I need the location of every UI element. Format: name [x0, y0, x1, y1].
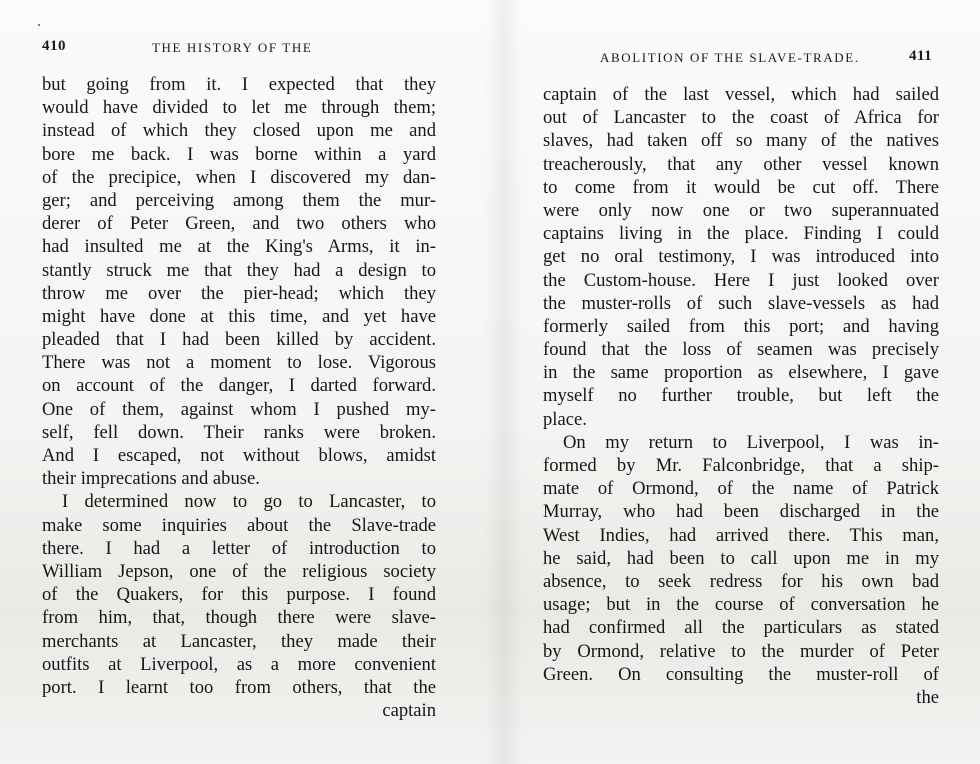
text-line: he said, had been to call upon me in my: [543, 547, 939, 569]
catchword: captain: [382, 700, 436, 722]
text-line: Murray, who had been discharged in the: [543, 501, 939, 523]
text-line: the Custom-house. Here I just looked over: [543, 269, 939, 291]
text-line: out of Lancaster to the coast of Africa for: [543, 107, 939, 129]
right-page-text: [543, 83, 939, 709]
text-line: pleaded that I had been killed by accident.: [42, 329, 436, 351]
text-line: formerly sailed from this port; and having: [543, 315, 939, 337]
paragraph-start-line: I determined now to go to Lancaster, to: [62, 491, 436, 513]
paragraph-start-line: On my return to Liverpool, I was in-: [563, 431, 939, 453]
text-line: make some inquiries about the Slave-trade: [42, 514, 436, 536]
text-line: would have divided to let me through them;: [42, 97, 436, 119]
text-line: bore me back. I was borne within a yard: [42, 143, 436, 165]
left-page-number: 410: [42, 38, 66, 54]
text-line: William Jepson, one of the religious society: [42, 560, 436, 582]
text-line: the muster-rolls of such slave-vessels as had: [543, 292, 939, 314]
text-line: in the same proportion as elsewhere, I gave: [543, 362, 939, 384]
text-line: port. I learnt too from others, that the: [42, 676, 436, 698]
text-line: found that the loss of seamen was precisely: [543, 339, 939, 361]
text-line: usage; but in the course of conversation he: [543, 594, 939, 616]
text-line: of the precipice, when I discovered my dan-: [42, 166, 436, 188]
left-page-text: [42, 73, 436, 722]
text-line: captain of the last vessel, which had sailed: [543, 84, 939, 105]
text-line: from him, that, though there were slave-: [42, 607, 436, 629]
text-line: West Indies, had arrived there. This man,: [543, 524, 939, 546]
text-line: Green. On consulting the muster-roll of: [543, 663, 939, 685]
text-line: And I escaped, not without blows, amidst: [42, 445, 436, 466]
text-line: slaves, had taken off so many of the natives: [543, 130, 939, 152]
text-line: self, fell down. Their ranks were broken.: [42, 421, 436, 443]
paragraph-end-line: place.: [543, 408, 587, 430]
text-line: on account of the danger, I darted forward.: [42, 375, 436, 397]
text-line: ger; and perceiving among them the mur-: [42, 189, 436, 211]
text-line: stantly struck me that they had a design to: [42, 259, 436, 281]
left-running-head: THE HISTORY OF THE: [152, 40, 313, 55]
text-line: mate of Ormond, of the name of Patrick: [543, 478, 939, 500]
text-line: instead of which they closed upon me and: [42, 120, 436, 142]
text-line: One of them, against whom I pushed my-: [42, 398, 436, 420]
right-page: [490, 0, 980, 764]
text-line: throw me over the pier-head; which they: [42, 282, 436, 304]
text-line: by Ormond, relative to the murder of Peter: [543, 640, 939, 662]
text-line: absence, to seek redress for his own bad: [543, 570, 939, 592]
text-line: were only now one or two superannuated: [543, 199, 939, 221]
text-line: There was not a moment to lose. Vigorous: [42, 352, 436, 374]
text-line: treacherously, that any other vessel known: [543, 153, 939, 175]
paper-speck: [38, 24, 40, 26]
text-line: to come from it would be cut off. There: [543, 176, 939, 198]
text-line: had insulted me at the King's Arms, it in-: [42, 236, 436, 258]
text-line: might have done at this time, and yet have: [42, 305, 436, 327]
text-line: of the Quakers, for this purpose. I found: [42, 584, 436, 606]
text-line: merchants at Lancaster, they made their: [42, 630, 436, 652]
text-line: captains living in the place. Finding I could: [543, 223, 939, 245]
text-line: outfits at Liverpool, as a more convenient: [42, 653, 436, 675]
text-line: derer of Peter Green, and two others who: [42, 213, 436, 235]
catchword: the: [916, 686, 939, 708]
paragraph-end-line: their imprecations and abuse.: [42, 468, 260, 490]
text-line: there. I had a letter of introduction to: [42, 537, 436, 559]
text-line: formed by Mr. Falconbridge, that a ship-: [543, 455, 939, 476]
right-page-number: 411: [909, 48, 933, 64]
text-line: get no oral testimony, I was introduced into: [543, 246, 939, 268]
text-line: but going from it. I expected that they: [42, 74, 436, 95]
right-running-head: ABOLITION OF THE SLAVE-TRADE.: [600, 50, 860, 65]
text-line: myself no further trouble, but left the: [543, 385, 939, 407]
text-line: had confirmed all the particulars as stated: [543, 617, 939, 639]
